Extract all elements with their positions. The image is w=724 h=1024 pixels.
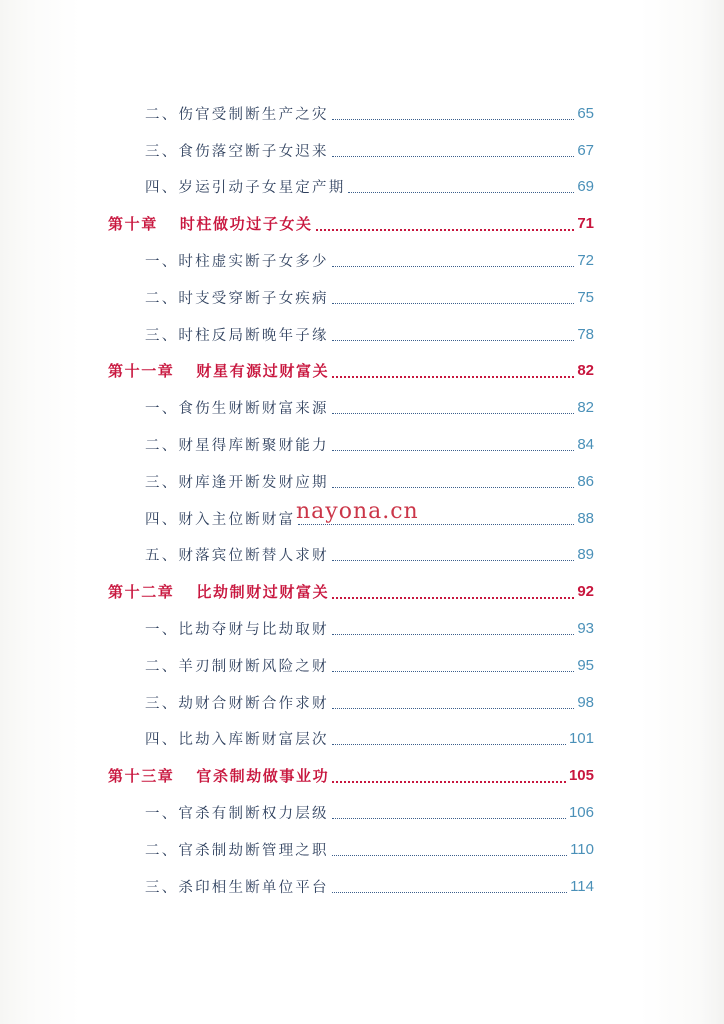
toc-section-row[interactable] — [108, 684, 594, 721]
section-title: 一、比劫夺财与比劫取财 — [145, 622, 329, 639]
section-title: 三、时柱反局断晚年子缘 — [145, 327, 329, 344]
toc-section-row[interactable] — [108, 389, 594, 426]
dot-leader — [332, 264, 575, 267]
dot-leader — [332, 411, 575, 414]
page-number: 75 — [577, 288, 594, 306]
toc-section-row[interactable] — [108, 647, 594, 684]
section-title: 二、伤官受制断生产之灾 — [145, 106, 329, 123]
dot-leader — [332, 448, 575, 451]
page-number: 106 — [568, 804, 594, 822]
section-title: 三、财库逢开断发财应期 — [145, 474, 329, 491]
chapter-number: 第十一章 — [108, 362, 175, 381]
dot-leader — [332, 485, 575, 488]
section-title: 一、食伤生财断财富来源 — [145, 401, 329, 418]
section-title: 一、时柱虚实断子女多少 — [145, 254, 329, 271]
section-title: 三、杀印相生断单位平台 — [145, 879, 329, 896]
section-title: 二、官杀制劫断管理之职 — [145, 842, 329, 859]
toc-section-row[interactable] — [108, 794, 594, 831]
dot-leader — [332, 117, 575, 120]
page-number: 92 — [577, 583, 594, 601]
page-number: 71 — [577, 215, 594, 233]
section-title: 二、时支受穿断子女疾病 — [145, 290, 329, 307]
chapter-title — [108, 765, 329, 786]
page-number: 105 — [568, 767, 594, 785]
page-number: 78 — [577, 325, 594, 343]
toc-section-row[interactable] — [108, 132, 594, 169]
chapter-name: 比劫制财过财富关 — [196, 583, 330, 602]
dot-leader — [332, 890, 567, 893]
toc-section-row[interactable] — [108, 610, 594, 647]
dot-leader — [332, 338, 575, 341]
page-number: 84 — [577, 436, 594, 454]
section-title: 二、财星得库断聚财能力 — [145, 438, 329, 455]
page-number: 93 — [577, 620, 594, 638]
toc-section-row[interactable] — [108, 279, 594, 316]
section-title: 四、岁运引动子女星定产期 — [145, 180, 346, 197]
page-number: 101 — [568, 730, 594, 748]
section-title: 二、羊刃制财断风险之财 — [145, 658, 329, 675]
dot-leader — [332, 595, 574, 599]
page-number: 98 — [577, 693, 594, 711]
section-title: 三、食伤落空断子女迟来 — [145, 143, 329, 160]
section-title: 五、财落宾位断替人求财 — [145, 548, 329, 565]
toc-chapter-row[interactable] — [108, 353, 594, 390]
page-number: 88 — [577, 509, 594, 527]
toc-section-row[interactable] — [108, 95, 594, 132]
page-number: 65 — [577, 104, 594, 122]
chapter-number: 第十二章 — [108, 583, 175, 602]
toc-section-row[interactable] — [108, 831, 594, 868]
toc-chapter-row[interactable] — [108, 573, 594, 610]
dot-leader — [332, 374, 574, 378]
dot-leader — [332, 853, 567, 856]
page-number: 82 — [577, 362, 594, 380]
dot-leader — [348, 190, 574, 193]
dot-leader — [332, 301, 575, 304]
dot-leader — [332, 154, 575, 157]
page-number: 67 — [577, 141, 594, 159]
toc-section-row[interactable] — [108, 169, 594, 206]
watermark-text: nayona.cn — [296, 499, 419, 524]
dot-leader — [316, 227, 575, 231]
toc-section-row[interactable] — [108, 463, 594, 500]
page-number: 95 — [577, 656, 594, 674]
page-number: 69 — [577, 178, 594, 196]
toc-chapter-row[interactable] — [108, 205, 594, 242]
dot-leader — [332, 779, 566, 783]
chapter-name: 官杀制劫做事业功 — [196, 767, 330, 786]
toc-section-row[interactable] — [108, 537, 594, 574]
dot-leader — [332, 742, 566, 745]
dot-leader — [332, 816, 566, 819]
toc-chapter-row[interactable] — [108, 757, 594, 794]
toc-section-row[interactable] — [108, 868, 594, 905]
toc-section-row[interactable] — [108, 242, 594, 279]
chapter-title — [108, 581, 329, 602]
page-number: 86 — [577, 472, 594, 490]
section-title: 四、比劫入库断财富层次 — [145, 732, 329, 749]
page-number: 82 — [577, 399, 594, 417]
chapter-title — [108, 360, 329, 381]
chapter-title — [108, 213, 313, 234]
toc-section-row[interactable] — [108, 316, 594, 353]
page-number: 114 — [570, 877, 594, 895]
page-number: 110 — [570, 840, 594, 858]
chapter-number: 第十章 — [108, 215, 158, 234]
page-number: 72 — [577, 252, 594, 270]
dot-leader — [332, 669, 575, 672]
dot-leader — [332, 558, 575, 561]
chapter-number: 第十三章 — [108, 767, 175, 786]
toc-section-row[interactable] — [108, 426, 594, 463]
section-title: 四、财入主位断财富 — [145, 511, 296, 528]
toc-section-row[interactable] — [108, 721, 594, 758]
section-title: 一、官杀有制断权力层级 — [145, 806, 329, 823]
chapter-name: 财星有源过财富关 — [196, 362, 330, 381]
dot-leader — [332, 632, 575, 635]
section-title: 三、劫财合财断合作求财 — [145, 695, 329, 712]
dot-leader — [332, 706, 575, 709]
chapter-name: 时柱做功过子女关 — [179, 215, 313, 234]
page-number: 89 — [577, 546, 594, 564]
